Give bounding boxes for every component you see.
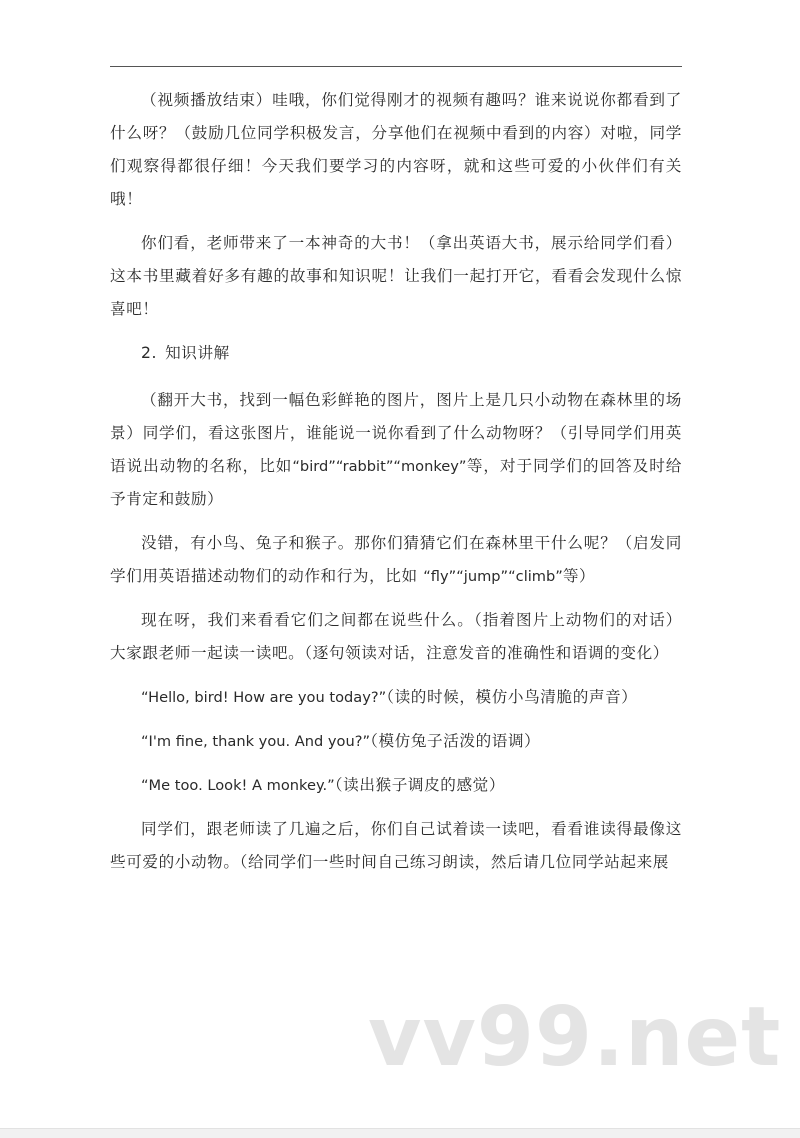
paragraph (110, 604, 682, 670)
dialogue-line (110, 769, 682, 802)
body-text: （读的时候，模仿小鸟清脆的声音） (386, 688, 638, 706)
english-text: “bird”“rabbit”“monkey” (292, 458, 467, 475)
english-text: “Me too. Look! A monkey.” (141, 777, 335, 794)
header-rule (110, 66, 682, 67)
english-text: “Hello, bird! How are you today?” (141, 689, 387, 706)
english-text: “I'm fine, thank you. And you?” (141, 733, 371, 750)
body-text: 等） (562, 567, 596, 585)
body-text: 没错，有小鸟、兔子和猴子。那你们猜猜它们在森林里干什么呢？（启发同学们用英语描述动物们的动作和行为，比如 (110, 534, 682, 585)
site-watermark: vv99.net (368, 990, 782, 1085)
body-text: （翻开大书，找到一幅色彩鲜艳的图片，图片上是几只小动物在森林里的场景）同学们，看这张图片，谁能说一说你看到了什么动物呀？（引导同学们用英语说出动物的名称，比如 (110, 391, 682, 475)
paragraph (110, 227, 682, 326)
body-text: 同学们，跟老师读了几遍之后，你们自己试着读一读吧，看看谁读得最像这些可爱的小动物。（给同学们一些时间自己练习朗读，然后请几位同学站起来展 (110, 820, 682, 871)
dialogue-line (110, 725, 682, 758)
section-number: 2. (141, 344, 158, 362)
paragraph (110, 527, 682, 593)
body-text: 现在呀，我们来看看它们之间都在说些什么。（指着图片上动物们的对话）大家跟老师一起读一读吧。（逐句领读对话，注意发音的准确性和语调的变化） (110, 611, 682, 662)
body-text: 你们看，老师带来了一本神奇的大书！（拿出英语大书，展示给同学们看）这本书里藏着好多有趣的故事和知识呢！让我们一起打开它，看看会发现什么惊喜吧！ (110, 234, 682, 318)
paragraph (110, 384, 682, 516)
body-text: 等，对于同学们的回答及时给予肯定和鼓励） (110, 457, 682, 508)
paragraph (110, 813, 682, 879)
english-text: “fly”“jump”“climb” (423, 568, 563, 585)
body-text: （视频播放结束）哇哦，你们觉得刚才的视频有趣吗？谁来说说你都看到了什么呀？（鼓励几位同学积极发言，分享他们在视频中看到的内容）对啦，同学们观察得都很仔细！今天我们要学习的内容呀，就和这些可爱的小伙伴们有关哦！ (110, 91, 682, 208)
dialogue-line (110, 681, 682, 714)
paragraph (110, 84, 682, 216)
body-text: （读出猴子调皮的感觉） (334, 776, 506, 794)
section-title: 知识讲解 (165, 344, 230, 362)
section-heading (110, 337, 682, 370)
body-text: （模仿兔子活泼的语调） (370, 732, 541, 750)
document-body (110, 84, 682, 890)
